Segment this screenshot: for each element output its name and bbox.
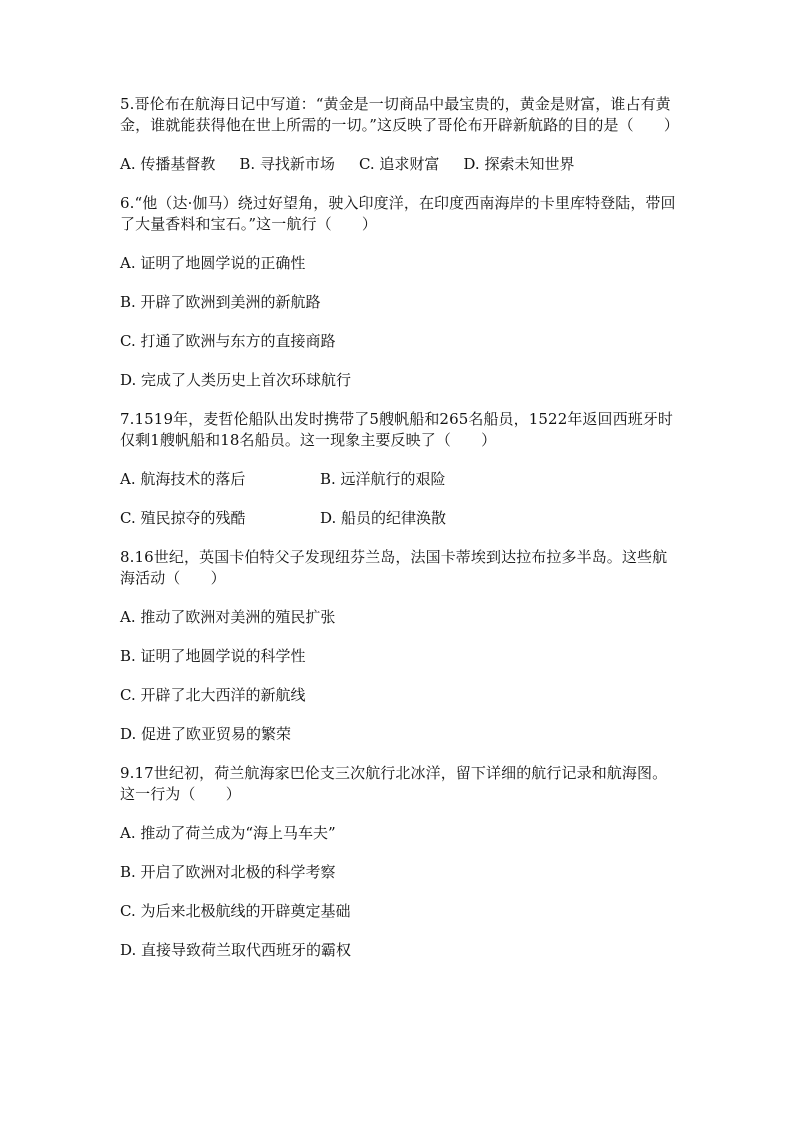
question-7-options-row-1	[120, 469, 680, 490]
question-9-option-d: D. 直接导致荷兰取代西班牙的霸权	[120, 941, 352, 959]
question-6-option-b: B. 开辟了欧洲到美洲的新航路	[120, 293, 321, 311]
question-7-option-b: B. 远洋航行的艰险	[320, 470, 446, 488]
question-8-option-b: B. 证明了地圆学说的科学性	[120, 647, 306, 665]
question-7-option-d: D. 船员的纪律涣散	[320, 509, 447, 527]
question-7-stem: 7.1519年，麦哲伦船队出发时携带了5艘帆船和265名船员，1522年返回西班牙时仅剩1艘帆船和18名船员。这一现象主要反映了（ ）	[120, 410, 674, 449]
question-8-stem: 8.16世纪，英国卡伯特父子发现纽芬兰岛，法国卡蒂埃到达拉布拉多半岛。这些航海活动（ ）	[120, 548, 668, 587]
question-5	[120, 94, 680, 175]
question-9-stem: 9.17世纪初，荷兰航海家巴伦支三次航行北冰洋，留下详细的航行记录和航海图。这一行为（ ）	[120, 764, 668, 803]
question-7-option-a: A. 航海技术的落后	[120, 470, 246, 488]
question-9-option-b: B. 开启了欧洲对北极的科学考察	[120, 863, 336, 881]
question-9-option-a: A. 推动了荷兰成为“海上马车夫”	[120, 824, 336, 842]
question-8-option-d: D. 促进了欧亚贸易的繁荣	[120, 725, 292, 743]
question-8	[120, 547, 680, 745]
question-5-options	[120, 154, 680, 175]
question-5-option-a: A. 传播基督教	[120, 155, 216, 173]
question-6-stem: 6.“他（达·伽马）绕过好望角，驶入印度洋，在印度西南海岸的卡里库特登陆，带回了大量香料和宝石。”这一航行（ ）	[120, 194, 676, 233]
question-9	[120, 763, 680, 961]
question-8-option-c: C. 开辟了北大西洋的新航线	[120, 686, 306, 704]
question-7-option-c: C. 殖民掠夺的残酷	[120, 509, 246, 527]
question-9-option-c: C. 为后来北极航线的开辟奠定基础	[120, 902, 351, 920]
question-6-option-c: C. 打通了欧洲与东方的直接商路	[120, 332, 336, 350]
question-5-option-c: C. 追求财富	[358, 155, 440, 173]
question-7-options-row-2	[120, 508, 680, 529]
question-5-option-b: B. 寻找新市场	[239, 155, 335, 173]
question-5-option-d: D. 探索未知世界	[463, 155, 575, 173]
question-6	[120, 193, 680, 391]
question-6-option-d: D. 完成了人类历史上首次环球航行	[120, 371, 352, 389]
question-list	[120, 94, 680, 961]
question-6-option-a: A. 证明了地圆学说的正确性	[120, 254, 306, 272]
question-8-option-a: A. 推动了欧洲对美洲的殖民扩张	[120, 608, 336, 626]
question-5-stem: 5.哥伦布在航海日记中写道：“黄金是一切商品中最宝贵的，黄金是财富，谁占有黄金，谁就能获得他在世上所需的一切。”这反映了哥伦布开辟新航路的目的是（ ）	[120, 95, 679, 134]
question-7	[120, 409, 680, 529]
